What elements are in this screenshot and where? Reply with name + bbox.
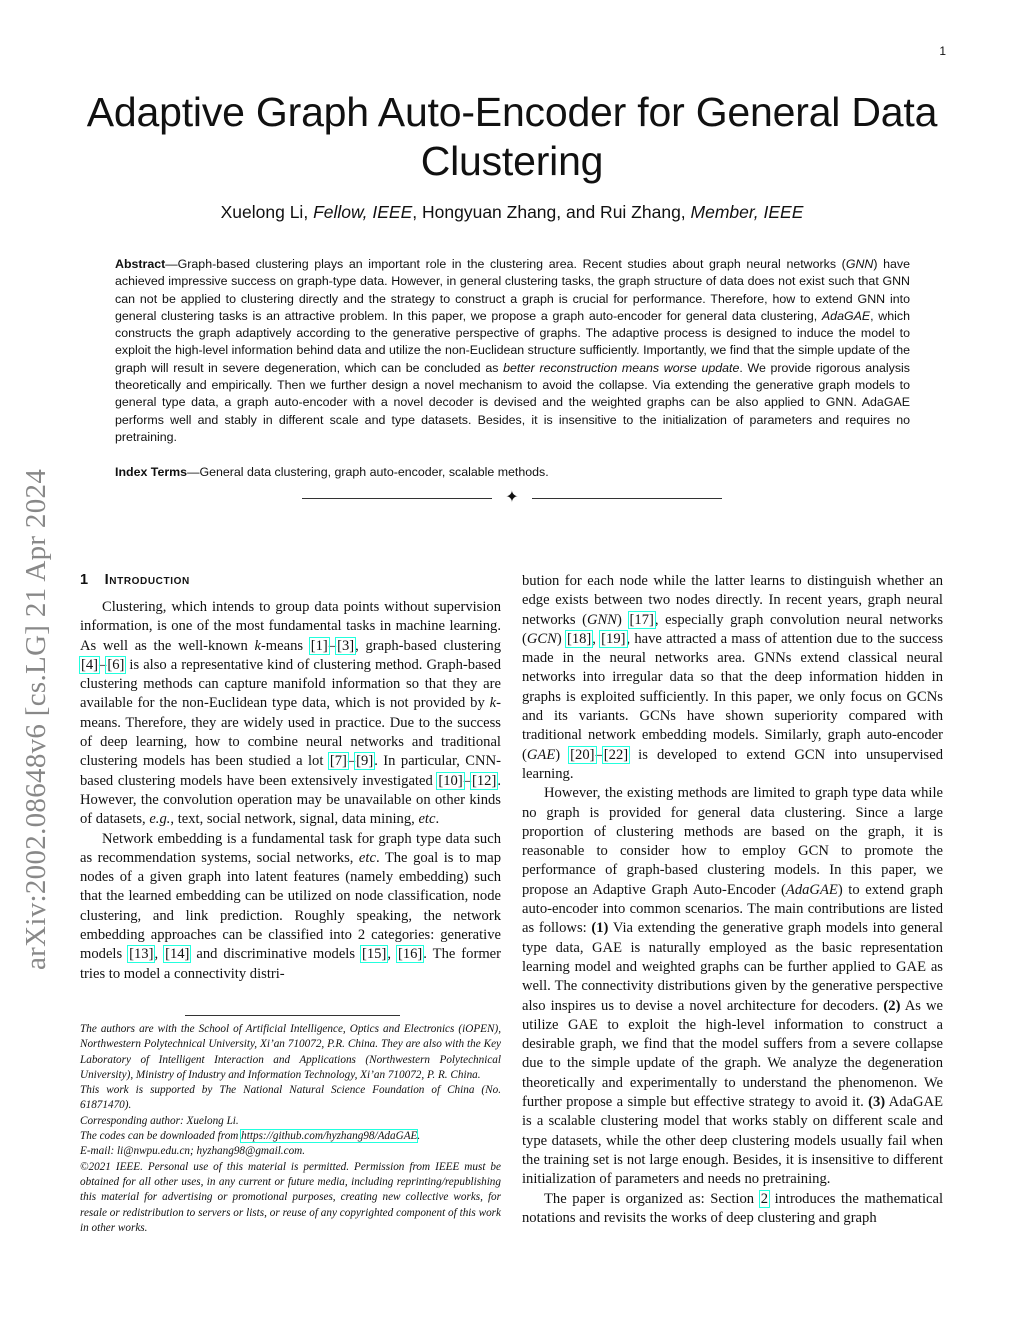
intro-paragraph-3: However, the existing methods are limited to graph type data while no graph is provided for general data clustering. Since a large proportion of clustering methods are based on the graph, it is reasonable to consider how to employ GCN to promote the performance of graph-based clustering models. In this paper, we propose an Adaptive Graph Auto-Encoder (AdaGAE) to extend graph auto-encoder into common scenarios. The main contributions are listed as follows: (1) Via extending the generative graph models into general type data, GAE is naturally employed as the basic representation learning model and weighted graphs can be further applied to GAE as well. The connectivity distributions given by the generative perspective also inspires us to devise a novel architecture for decoders. (2) As we utilize GAE to exploit the high-level information to construct a desirable graph, we find that the model suffers from a severe collapse due to the simple update of the graph. We analyze the degeneration theoretically and experimentally to understand the phenomenon. We further propose a simple but effective strategy to avoid it. (3) AdaGAE is a scalable clustering model that works stably on different scale and type datasets, while the other deep clustering models usually fail when the training set is not large enough. Besides, it is insensitive to different initialization of parameters and needs no pretraining.	[522, 785, 944, 1188]
author-1: Xuelong Li,	[220, 202, 309, 222]
index-terms-label: Index Terms	[115, 465, 188, 479]
footnote-copyright: ©2021 IEEE. Personal use of this material is permitted. Permission from IEEE must be obtained for all other uses, in any current or future media, including reprinting/republishing this material for advertising or promotional purposes, creating new collective works, for resale or redistribution to servers or lists, or reuse of any copyrighted component of this work in other works.	[80, 1160, 501, 1234]
footnote-funding: This work is supported by The National Natural Science Foundation of China (No. 61871470).	[80, 1084, 501, 1112]
citation-link[interactable]: [14]	[165, 946, 190, 963]
divider-star-icon: ✦	[505, 489, 519, 506]
citation-link[interactable]: [15]	[362, 946, 387, 963]
left-column	[80, 572, 501, 984]
author-2-3: , Hongyuan Zhang, and Rui Zhang,	[412, 202, 686, 222]
abstract: Abstract—Graph-based clustering plays an important role in the clustering area. Recent studies about graph neural networks (GNN) have achieved impressive success on graph-type data. However, in general clustering tasks, the graph structure of data does not exist such that GNN can not be applied to clustering directly and the strategy to construct a graph is crucial for performance. Therefore, how to extend GNN into general clustering tasks is an attractive problem. In this paper, we propose a graph auto-encoder for general data clustering, AdaGAE, which constructs the graph adaptively according to the generative perspective of graphs. The adaptive process is designed to induce the model to exploit the high-level information behind data and utilize the non-Euclidean structure sufficiently. Importantly, we find that the simple update of the graph will result in severe degeneration, which can be concluded as better reconstruction means worse update. We provide rigorous analysis theoretically and empirically. Then we further design a novel mechanism to avoid the collapse. Via extending the generative graph models to general type data, a graph auto-encoder with a novel decoder is devised and the weighted graphs can be also applied to GNN. AdaGAE performs well and stably in different scale and type datasets. Besides, it is insensitive to the initialization of parameters and requires no pretraining.	[115, 257, 911, 444]
intro-paragraph-2-cont: bution for each node while the latter learns to distinguish whether an edge exists between two nodes directly. In recent years, graph neural networks (GNN) [17], especially graph convolution neural networks (GCN) [18], [19], have attracted a mass of attention due to the success made in the neural networks area. GNNs extend classical neural networks into irregular data so that the deep information hidden in graphs is exploited sufficiently. In this paper, we only focus on GCNs and its variants. GCNs have shown superiority compared with traditional network embedding models. Similarly, graph auto-encoder (GAE) [20]–[22] is developed to extend GCN into unsupervised learning.	[522, 573, 944, 782]
citation-link[interactable]: [7]	[329, 753, 347, 770]
citation-link[interactable]: [10]	[438, 772, 463, 789]
citation-link[interactable]: [19]	[601, 630, 626, 647]
footnote-affiliation: The authors are with the School of Artificial Intelligence, Optics and Electronics (iOPEN), Northwestern Polytechnical University, Xi’an 710072, P.R. China. They are also with the Key Laboratory of Intelligent Interaction and Applications (Northwestern Polytechnical University), Ministry of Industry and Information Technology, Xi’an 710072, P. R. China.	[80, 1023, 501, 1081]
intro-paragraph-1: Clustering, which intends to group data points without supervision information, is one of the most fundamental tasks in machine learning. As well as the well-known k-means [1]–[3], graph-based clustering [4]–[6] is also a representative kind of clustering method. Graph-based clustering methods can capture manifold information so that they are available for the non-Euclidean type data, which is not provided by k-means. Therefore, they are widely used in practice. Due to the success of deep learning, how to combine neural networks and traditional clustering models has been studied a lot [7]–[9]. In particular, CNN-based clustering models have been extensively investigated [10]–[12]. However, the convolution operation may be unavailable on other kinds of datasets, e.g., text, social network, signal, data mining, etc.	[80, 599, 501, 828]
section-heading-introduction: 1 Introduction	[80, 572, 190, 588]
code-link[interactable]: https://github.com/hyzhang98/AdaGAE	[241, 1130, 418, 1143]
citation-link[interactable]: [13]	[129, 946, 154, 963]
citation-link[interactable]: [17]	[629, 611, 654, 628]
right-column	[522, 572, 943, 1228]
footnotes	[80, 1022, 501, 1236]
paper-title: Adaptive Graph Auto-Encoder for General Data Clustering	[86, 89, 938, 184]
author-1-role: Fellow, IEEE	[313, 202, 413, 222]
author-line	[60, 202, 964, 223]
section-divider	[302, 490, 722, 508]
citation-link[interactable]: [9]	[356, 753, 374, 770]
citation-link[interactable]: [4]	[81, 656, 99, 673]
intro-paragraph-4: The paper is organized as: Section 2 introduces the mathematical notations and revisits the works of deep clustering and graph	[522, 1190, 944, 1226]
citation-link[interactable]: [1]	[310, 637, 328, 654]
citation-link[interactable]: [16]	[397, 946, 423, 963]
divider-line-right	[532, 498, 722, 499]
intro-paragraph-2: Network embedding is a fundamental task for graph type data such as recommendation systems, social networks, etc. The goal is to map nodes of a given graph into latent features (namely embedding) such that the learned embedding can be utilized on node classification, node clustering, and link prediction. Roughly speaking, the network embedding approaches can be classified into 2 categories: generative models [13], [14] and discriminative models [15], [16]. The former tries to model a connectivity distri-	[80, 830, 502, 982]
citation-link[interactable]: [22]	[603, 746, 629, 763]
arxiv-watermark: arXiv:2002.08648v6 [cs.LG] 21 Apr 2024	[20, 468, 52, 970]
citation-link[interactable]: [20]	[570, 746, 595, 763]
index-terms: Index Terms—General data clustering, graph auto-encoder, scalable methods.	[115, 465, 549, 479]
footnote-code: The codes can be downloaded from https://github.com/hyzhang98/AdaGAE.	[80, 1130, 421, 1143]
footnote-corresponding: Corresponding author: Xuelong Li.	[80, 1114, 239, 1127]
footnote-email: E-mail: li@nwpu.edu.cn; hyzhang98@gmail.com.	[80, 1145, 306, 1158]
author-3-role: Member, IEEE	[690, 202, 804, 222]
footnote-rule	[185, 1015, 400, 1016]
citation-link[interactable]: [12]	[472, 772, 497, 789]
citation-link[interactable]: [18]	[566, 630, 592, 647]
divider-line-left	[302, 498, 492, 499]
citation-link[interactable]: [3]	[337, 637, 355, 654]
section-ref-link[interactable]: 2	[760, 1190, 768, 1207]
citation-link[interactable]: [6]	[107, 656, 125, 673]
page-number: 1	[939, 44, 946, 58]
abstract-label: Abstract	[115, 257, 166, 271]
